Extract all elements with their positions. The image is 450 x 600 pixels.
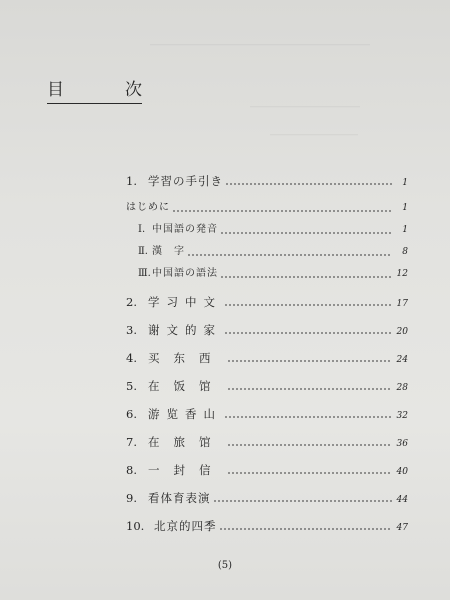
- show-through-text: ――――――――――――――――――――: [150, 38, 370, 51]
- entry-number: Ⅱ.: [138, 246, 148, 257]
- entry-number: 2.: [126, 295, 137, 309]
- toc-heading-left: 目: [47, 80, 64, 100]
- show-through-text: ――――――――――: [250, 100, 360, 113]
- dot-leader: [220, 232, 392, 234]
- entry-number: Ⅲ.: [138, 268, 151, 279]
- entry-title: 一封信: [148, 463, 225, 477]
- entry-page: 32: [396, 411, 408, 421]
- entry-page: 47: [396, 523, 408, 533]
- dot-leader: [227, 360, 393, 362]
- entry-title: はじめに: [126, 202, 170, 213]
- dot-leader: [227, 472, 393, 474]
- dot-leader: [225, 183, 392, 185]
- toc-entry[interactable]: [126, 433, 408, 451]
- entry-title: 中国語の発音: [152, 224, 218, 235]
- toc-entry[interactable]: [126, 349, 408, 367]
- dot-leader: [224, 332, 392, 334]
- entry-title: 谢文的家: [148, 323, 222, 337]
- entry-page: 36: [396, 439, 408, 449]
- toc-entry[interactable]: [126, 293, 408, 311]
- show-through-text: ――――――――: [270, 128, 358, 141]
- dot-leader: [220, 276, 392, 278]
- entry-page: 40: [396, 467, 408, 477]
- entry-title: 在饭馆: [148, 379, 225, 393]
- toc-subentry[interactable]: [126, 265, 408, 283]
- entry-title: 漢 字: [152, 246, 185, 257]
- toc-entry[interactable]: [126, 377, 408, 395]
- toc-heading: [47, 80, 142, 104]
- entry-page: 12: [396, 269, 408, 279]
- entry-title: 游览香山: [148, 407, 222, 421]
- entry-page: 8: [402, 247, 408, 257]
- entry-page: 1: [402, 225, 408, 235]
- dot-leader: [219, 528, 393, 530]
- entry-number: 9.: [126, 491, 137, 505]
- toc-entry[interactable]: [126, 489, 408, 507]
- entry-title: 学习中文: [148, 295, 222, 309]
- dot-leader: [187, 254, 392, 256]
- dot-leader: [172, 210, 392, 212]
- entry-number: 6.: [126, 407, 137, 421]
- dot-leader: [224, 304, 392, 306]
- dot-leader: [227, 388, 393, 390]
- dot-leader: [227, 444, 393, 446]
- entry-number: 5.: [126, 379, 137, 393]
- entry-page: 1: [402, 203, 408, 213]
- dot-leader: [224, 416, 392, 418]
- entry-page: 24: [396, 355, 408, 365]
- toc-entry[interactable]: [126, 172, 408, 190]
- entry-number: 3.: [126, 323, 137, 337]
- entry-number: 1.: [126, 174, 137, 188]
- toc-subentry[interactable]: [126, 199, 408, 217]
- entry-title: 在旅馆: [148, 435, 225, 449]
- entry-page: 28: [396, 383, 408, 393]
- toc-subentry[interactable]: [126, 243, 408, 261]
- entry-number: 10.: [126, 519, 145, 533]
- toc-entry[interactable]: [126, 461, 408, 479]
- entry-page: 20: [396, 327, 408, 337]
- entry-number: 4.: [126, 351, 137, 365]
- toc-entry[interactable]: [126, 517, 408, 535]
- toc-entry[interactable]: [126, 321, 408, 339]
- entry-title: 买东西: [148, 351, 225, 365]
- toc-subentry[interactable]: [126, 221, 408, 239]
- entry-title: 中国語の語法: [152, 268, 218, 279]
- entry-page: 17: [396, 299, 408, 309]
- entry-title: 看体育表演: [148, 491, 211, 505]
- entry-page: 44: [396, 495, 408, 505]
- entry-number: 8.: [126, 463, 137, 477]
- entry-title: 学習の手引き: [148, 174, 223, 188]
- dot-leader: [213, 500, 393, 502]
- toc-heading-right: 次: [125, 80, 142, 100]
- entry-number: 7.: [126, 435, 137, 449]
- entry-title: 北京的四季: [154, 519, 217, 533]
- toc-entry[interactable]: [126, 405, 408, 423]
- entry-page: 1: [402, 178, 408, 188]
- entry-number: Ⅰ.: [138, 224, 146, 235]
- page-number: (5): [217, 560, 233, 571]
